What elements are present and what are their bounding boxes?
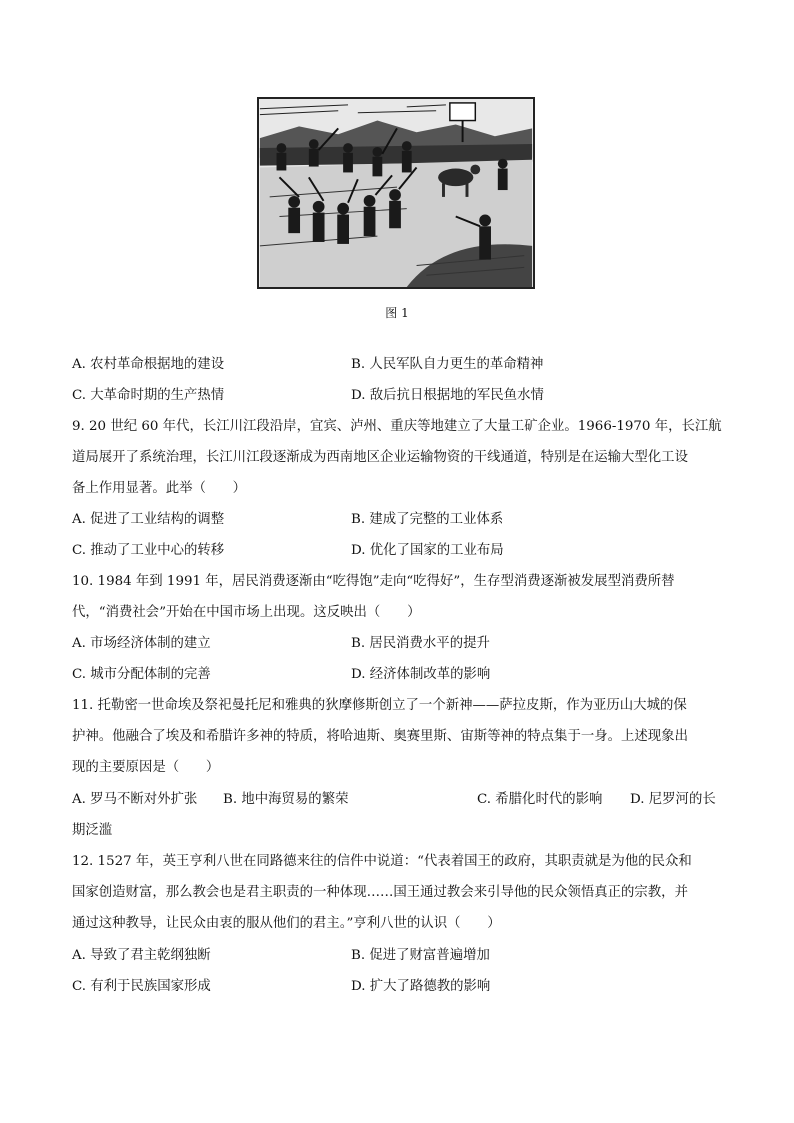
q12-stem-line-3: 通过这种教导，让民众由衷的服从他们的君主。”亨利八世的认识（ ） (72, 916, 501, 931)
q11-stem-line-3: 现的主要原因是（ ） (72, 760, 220, 775)
q8-option-c[interactable]: C. 大革命时期的生产热情 (72, 388, 225, 403)
q11-option-b[interactable]: B. 地中海贸易的繁荣 (223, 792, 349, 807)
figure-1-woodcut (257, 97, 535, 289)
q12-stem-line-1: 12. 1527 年，英王亨利八世在同路德来往的信件中说道：“代表着国王的政府，其职责就是为他的民众和 (72, 854, 692, 869)
q12-option-a[interactable]: A. 导致了君主乾纲独断 (72, 948, 211, 963)
q11-option-c[interactable]: C. 希腊化时代的影响 (477, 792, 603, 807)
q12-option-c[interactable]: C. 有利于民族国家形成 (72, 979, 211, 994)
figure-caption: 图 1 (385, 306, 409, 320)
q11-stem-line-2: 护神。他融合了埃及和希腊许多神的特质，将哈迪斯、奥赛里斯、宙斯等神的特点集于一身。上述现象出 (72, 729, 688, 744)
q8-option-b[interactable]: B. 人民军队自力更生的革命精神 (351, 357, 544, 372)
woodcut-illustration (259, 99, 533, 287)
q9-option-d[interactable]: D. 优化了国家的工业布局 (351, 543, 504, 558)
q9-option-a[interactable]: A. 促进了工业结构的调整 (72, 512, 225, 527)
q10-stem-line-1: 10. 1984 年到 1991 年，居民消费逐渐由“吃得饱”走向“吃得好”，生存型消费逐渐被发展型消费所替 (72, 574, 675, 589)
q9-stem-line-3: 备上作用显著。此举（ ） (72, 481, 247, 496)
q10-option-c[interactable]: C. 城市分配体制的完善 (72, 667, 211, 682)
q10-option-a[interactable]: A. 市场经济体制的建立 (72, 636, 211, 651)
q8-option-a[interactable]: A. 农村革命根据地的建设 (72, 357, 225, 372)
q12-stem-line-2: 国家创造财富，那么教会也是君主职责的一种体现……国王通过教会来引导他的民众领悟真正的宗教，并 (72, 885, 688, 900)
q11-option-d-wrap: 期泛滥 (72, 823, 113, 838)
q11-stem-line-1: 11. 托勒密一世命埃及祭祀曼托尼和雅典的狄摩修斯创立了一个新神——萨拉皮斯，作为亚历山大城的保 (72, 698, 687, 713)
q10-stem-line-2: 代，“消费社会”开始在中国市场上出现。这反映出（ ） (72, 605, 421, 620)
q10-option-b[interactable]: B. 居民消费水平的提升 (351, 636, 490, 651)
q11-option-a[interactable]: A. 罗马不断对外扩张 (72, 792, 198, 807)
q12-option-b[interactable]: B. 促进了财富普遍增加 (351, 948, 490, 963)
q9-stem-line-1: 9. 20 世纪 60 年代，长江川江段沿岸，宜宾、泸州、重庆等地建立了大量工矿企业。1966-1970 年，长江航 (72, 419, 722, 434)
q10-option-d[interactable]: D. 经济体制改革的影响 (351, 667, 491, 682)
q9-stem-line-2: 道局展开了系统治理，长江川江段逐渐成为西南地区企业运输物资的干线通道，特别是在运输大型化工设 (72, 450, 688, 465)
q12-option-d[interactable]: D. 扩大了路德教的影响 (351, 979, 491, 994)
q9-option-b[interactable]: B. 建成了完整的工业体系 (351, 512, 504, 527)
q8-option-d[interactable]: D. 敌后抗日根据地的军民鱼水情 (351, 388, 544, 403)
q11-option-d[interactable]: D. 尼罗河的长 (630, 792, 716, 807)
q9-option-c[interactable]: C. 推动了工业中心的转移 (72, 543, 225, 558)
